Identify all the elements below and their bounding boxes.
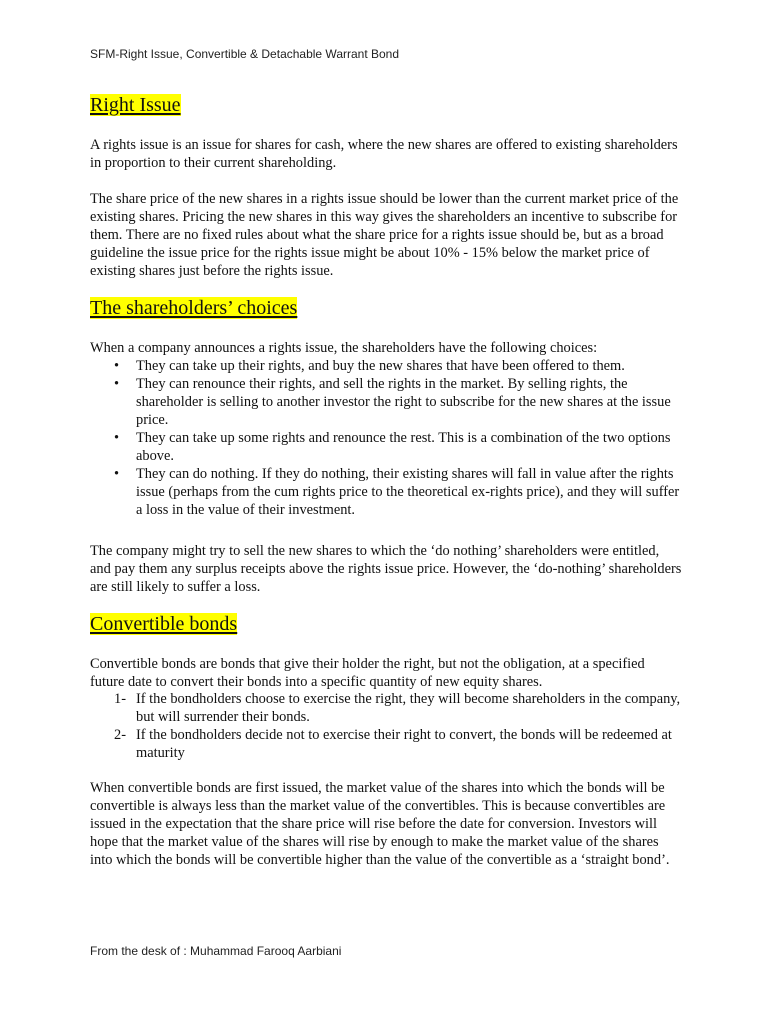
heading-right-issue <box>90 93 181 117</box>
heading-shareholders-choices <box>90 296 297 320</box>
right-issue-para-1: A rights issue is an issue for shares for cash, where the new shares are offered to existing shareholders in proportion to their current shareholding. <box>90 137 678 171</box>
heading-convertible-bonds-text: Convertible bonds <box>90 613 238 635</box>
convertible-list-item <box>90 690 682 726</box>
heading-shareholders-choices-text: The shareholders’ choices <box>90 297 298 319</box>
convertible-list-item <box>90 726 682 762</box>
heading-right-issue-text: Right Issue <box>90 94 181 116</box>
list-text: If the bondholders decide not to exercise their right to convert, the bonds will be redeemed at maturity <box>136 727 672 761</box>
choices-bullet-item: • They can take up some rights and renounce the rest. This is a combination of the two options above. <box>90 429 682 465</box>
convertible-intro: Convertible bonds are bonds that give their holder the right, but not the obligation, at a specified future date to convert their bonds into a specific quantity of new equity shares. <box>90 656 645 690</box>
choices-closing: The company might try to sell the new shares to which the ‘do nothing’ shareholders were entitled, and pay them any surplus receipts above the rights issue price. However, the ‘do-nothing’ shareholders are still likely to suffer a loss. <box>90 543 682 595</box>
heading-convertible-bonds <box>90 612 237 636</box>
choices-bullet-list <box>90 357 682 519</box>
list-number: 2- <box>114 727 126 743</box>
list-number: 1- <box>114 691 126 707</box>
choices-bullet-item: • They can do nothing. If they do nothing, their existing shares will fall in value after the rights issue (perhaps from the cum rights price to the theoretical ex-rights price), and they will suffer a loss in the value of their investment. <box>90 465 682 519</box>
convertible-para: When convertible bonds are first issued, the market value of the shares into which the bonds will be convertible is always less than the market value of the convertibles. This is because convertibles are issued in the expectation that the share price will rise before the date for conversion. Investors will hope that the market value of the shares will rise by enough to make the market value of the shares into which the bonds will be convertible higher than the value of the convertible as a ‘straight bond’. <box>90 780 670 868</box>
choices-bullet-item: • They can take up their rights, and buy the new shares that have been offered to them. <box>90 357 682 375</box>
right-issue-para-2: The share price of the new shares in a rights issue should be lower than the current market price of the existing shares. Pricing the new shares in this way gives the shareholders an incentive to subscribe for them. There are no fixed rules about what the share price for a rights issue should be, but as a broad guideline the issue price for the rights issue might be about 10% - 15% below the market price of existing shares just before the rights issue. <box>90 191 679 279</box>
convertible-numbered-list <box>90 690 682 762</box>
list-text: If the bondholders choose to exercise the right, they will become shareholders in the company, but will surrender their bonds. <box>136 691 681 725</box>
page-header: SFM-Right Issue, Convertible & Detachable Warrant Bond <box>90 47 400 61</box>
choices-bullet-item: • They can renounce their rights, and sell the rights in the market. By selling rights, the shareholder is selling to another investor the right to subscribe for the new shares at the issue price. <box>90 375 682 429</box>
choices-intro: When a company announces a rights issue, the shareholders have the following choices: <box>90 340 598 356</box>
page-footer: From the desk of : Muhammad Farooq Aarbiani <box>90 944 342 958</box>
